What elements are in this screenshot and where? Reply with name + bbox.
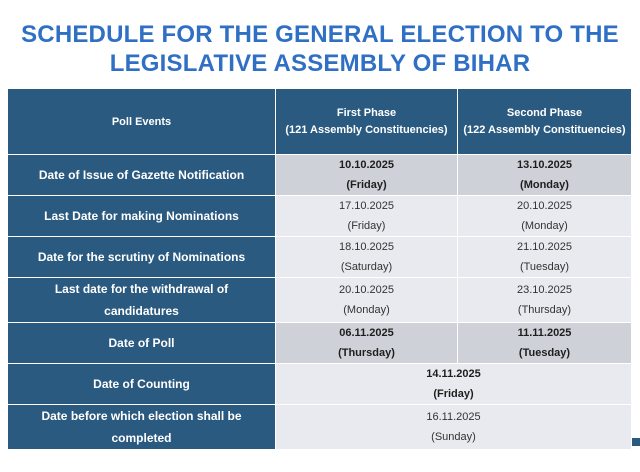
edge-decoration <box>632 438 640 446</box>
date-text: 20.10.2025 <box>516 200 573 212</box>
day-text: (Saturday) <box>340 261 393 273</box>
first-phase-cell <box>276 278 458 323</box>
second-phase-cell <box>458 278 632 323</box>
date-text: 16.11.2025 <box>426 411 481 423</box>
date-text: 10.10.2025 <box>338 159 395 171</box>
date-text: 11.11.2025 <box>517 327 572 339</box>
table-row <box>8 278 632 323</box>
event-label: Date for the scrutiny of Nominations <box>8 237 276 278</box>
combined-phase-cell <box>276 405 632 450</box>
title-line-2: LEGISLATIVE ASSEMBLY OF BIHAR <box>109 50 531 77</box>
first-phase-cell <box>276 323 458 364</box>
first-phase-detail: (121 Assembly Constituencies) <box>285 123 448 136</box>
first-phase-cell <box>276 155 458 196</box>
date-text: 23.10.2025 <box>516 284 573 296</box>
day-text: (Monday) <box>520 179 569 191</box>
first-phase-cell <box>276 196 458 237</box>
page-title <box>0 20 640 78</box>
first-phase-name: First Phase <box>336 106 397 119</box>
date-text: 06.11.2025 <box>339 327 394 339</box>
table-row <box>8 323 632 364</box>
event-label: Last date for the withdrawal of candidatures <box>8 278 276 323</box>
event-label: Date of Poll <box>8 323 276 364</box>
date-text: 21.10.2025 <box>516 241 573 253</box>
second-phase-cell <box>458 323 632 364</box>
combined-phase-cell <box>276 364 632 405</box>
date-text: 14.11.2025 <box>426 368 481 380</box>
day-text: (Thursday) <box>517 304 572 316</box>
second-phase-cell <box>458 196 632 237</box>
event-label: Date before which election shall be completed <box>8 405 276 450</box>
day-text: (Sunday) <box>431 431 476 443</box>
day-text: (Tuesday) <box>518 347 571 359</box>
day-text: (Monday) <box>521 220 568 232</box>
table-row <box>8 237 632 278</box>
second-phase-detail: (122 Assembly Constituencies) <box>463 123 626 136</box>
title-line-1: SCHEDULE FOR THE GENERAL ELECTION TO THE <box>21 21 619 48</box>
header-first-phase <box>276 89 458 155</box>
first-phase-cell <box>276 237 458 278</box>
table-row <box>8 364 632 405</box>
date-text: 17.10.2025 <box>338 200 395 212</box>
table-row <box>8 155 632 196</box>
event-label: Date of Counting <box>8 364 276 405</box>
table-row <box>8 405 632 450</box>
schedule-table <box>7 88 632 450</box>
table-row <box>8 196 632 237</box>
second-phase-cell <box>458 237 632 278</box>
date-text: 20.10.2025 <box>338 284 395 296</box>
day-text: (Friday) <box>433 388 474 400</box>
header-poll-events: Poll Events <box>8 89 276 155</box>
event-label: Date of Issue of Gazette Notification <box>8 155 276 196</box>
date-text: 18.10.2025 <box>338 241 395 253</box>
table-header-row <box>8 89 632 155</box>
header-second-phase <box>458 89 632 155</box>
day-text: (Monday) <box>343 304 390 316</box>
day-text: (Thursday) <box>338 347 395 359</box>
event-label: Last Date for making Nominations <box>8 196 276 237</box>
day-text: (Friday) <box>347 220 386 232</box>
day-text: (Tuesday) <box>519 261 570 273</box>
second-phase-name: Second Phase <box>506 106 583 119</box>
day-text: (Friday) <box>346 179 387 191</box>
second-phase-cell <box>458 155 632 196</box>
date-text: 13.10.2025 <box>516 159 573 171</box>
